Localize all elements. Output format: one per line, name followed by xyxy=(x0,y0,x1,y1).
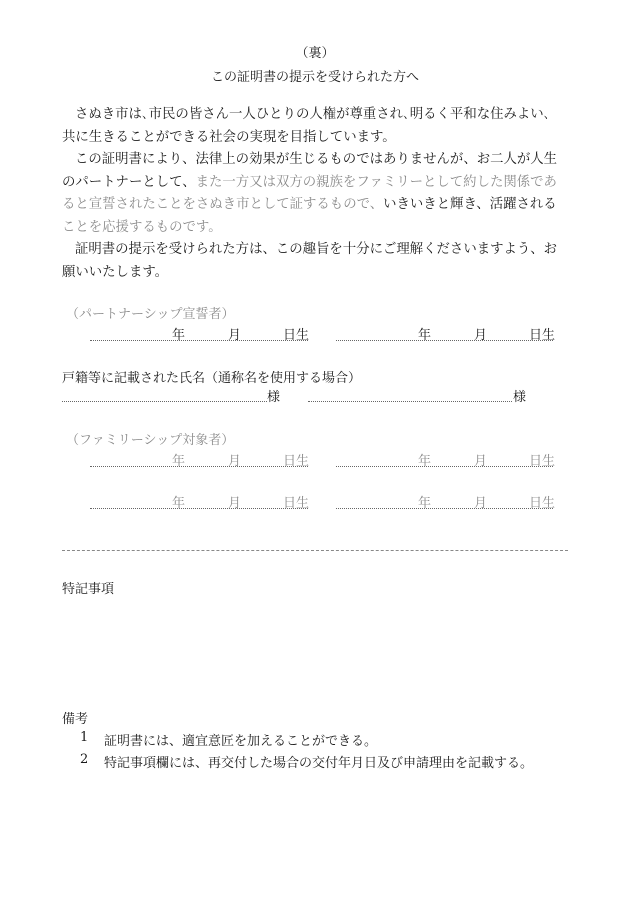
page-title: この証明書の提示を受けられた方へ xyxy=(210,70,419,85)
partnership-label: （パートナーシップ宣誓者） xyxy=(66,307,235,322)
paragraph-line: 証明書の提示を受けられた方は、この趣旨を十分にご理解くださいますよう、お xyxy=(75,242,558,257)
birth-label: 日生 xyxy=(529,496,556,511)
paragraph-line: この証明書により、法律上の効果が生じるものではありませんが、お二人が人生 xyxy=(75,152,558,167)
paragraph-segment-gray: また一方又は双方の親族をファミリーとして約した関係であ xyxy=(195,174,557,190)
month-label: 月 xyxy=(474,328,488,343)
note-number: 2 xyxy=(80,752,89,767)
registered-name-label: 戸籍等に記載された氏名（通称名を使用する場合） xyxy=(62,371,362,386)
year-label: 年 xyxy=(172,328,186,343)
name-field-left[interactable] xyxy=(62,401,267,402)
date-field-right[interactable] xyxy=(336,340,553,341)
year-label: 年 xyxy=(418,328,432,343)
birth-label: 日生 xyxy=(529,328,556,343)
birth-label: 日生 xyxy=(283,496,310,511)
birth-label: 日生 xyxy=(283,454,310,469)
section-divider xyxy=(62,550,568,551)
date-field-left[interactable] xyxy=(90,466,308,467)
paragraph-line: さぬき市は､市民の皆さん一人ひとりの人権が尊重され､明るく平和な住みよい､ xyxy=(75,107,551,122)
honorific-label: 様 xyxy=(267,390,281,405)
year-label: 年 xyxy=(172,496,186,511)
paragraph-line xyxy=(62,194,572,217)
date-field-right[interactable] xyxy=(336,466,553,467)
remarks-area[interactable] xyxy=(62,600,568,700)
intro-paragraph-1 xyxy=(62,104,572,149)
year-label: 年 xyxy=(172,454,186,469)
paragraph-segment: いきいきと輝き、活躍される xyxy=(383,197,557,212)
paragraph-line: 願いいたします。 xyxy=(62,264,169,280)
year-label: 年 xyxy=(418,496,432,511)
birth-label: 日生 xyxy=(529,454,556,469)
year-label: 年 xyxy=(418,454,432,469)
month-label: 月 xyxy=(474,496,488,511)
note-text: 証明書には、適宜意匠を加えることができる。 xyxy=(104,734,378,749)
paragraph-line: ことを応援するものです。 xyxy=(62,219,222,235)
remarks-label: 特記事項 xyxy=(62,582,115,597)
familyship-label: （ファミリーシップ対象者） xyxy=(66,433,235,448)
month-label: 月 xyxy=(228,328,242,343)
date-field-left[interactable] xyxy=(90,340,308,341)
note-text: 特記事項欄には、再交付した場合の交付年月日及び申請理由を記載する。 xyxy=(104,756,534,771)
birth-label: 日生 xyxy=(283,328,310,343)
back-side-label: （裏） xyxy=(295,46,335,61)
date-field-left[interactable] xyxy=(90,508,308,509)
name-field-right[interactable] xyxy=(308,401,512,402)
month-label: 月 xyxy=(228,454,242,469)
intro-paragraph-3 xyxy=(62,239,572,284)
month-label: 月 xyxy=(228,496,242,511)
paragraph-line: 共に生きることができる社会の実現を目指しています。 xyxy=(62,129,396,145)
intro-paragraph-2 xyxy=(62,149,572,239)
notes-label: 備考 xyxy=(62,712,89,727)
paragraph-line xyxy=(62,172,572,195)
note-number: 1 xyxy=(80,730,89,745)
honorific-label: 様 xyxy=(513,390,527,405)
paragraph-segment: のパートナーとして、 xyxy=(62,174,196,190)
paragraph-segment-gray: ると宣誓されたことをさぬき市として証するもので、 xyxy=(62,197,384,212)
date-field-right[interactable] xyxy=(336,508,553,509)
month-label: 月 xyxy=(474,454,488,469)
